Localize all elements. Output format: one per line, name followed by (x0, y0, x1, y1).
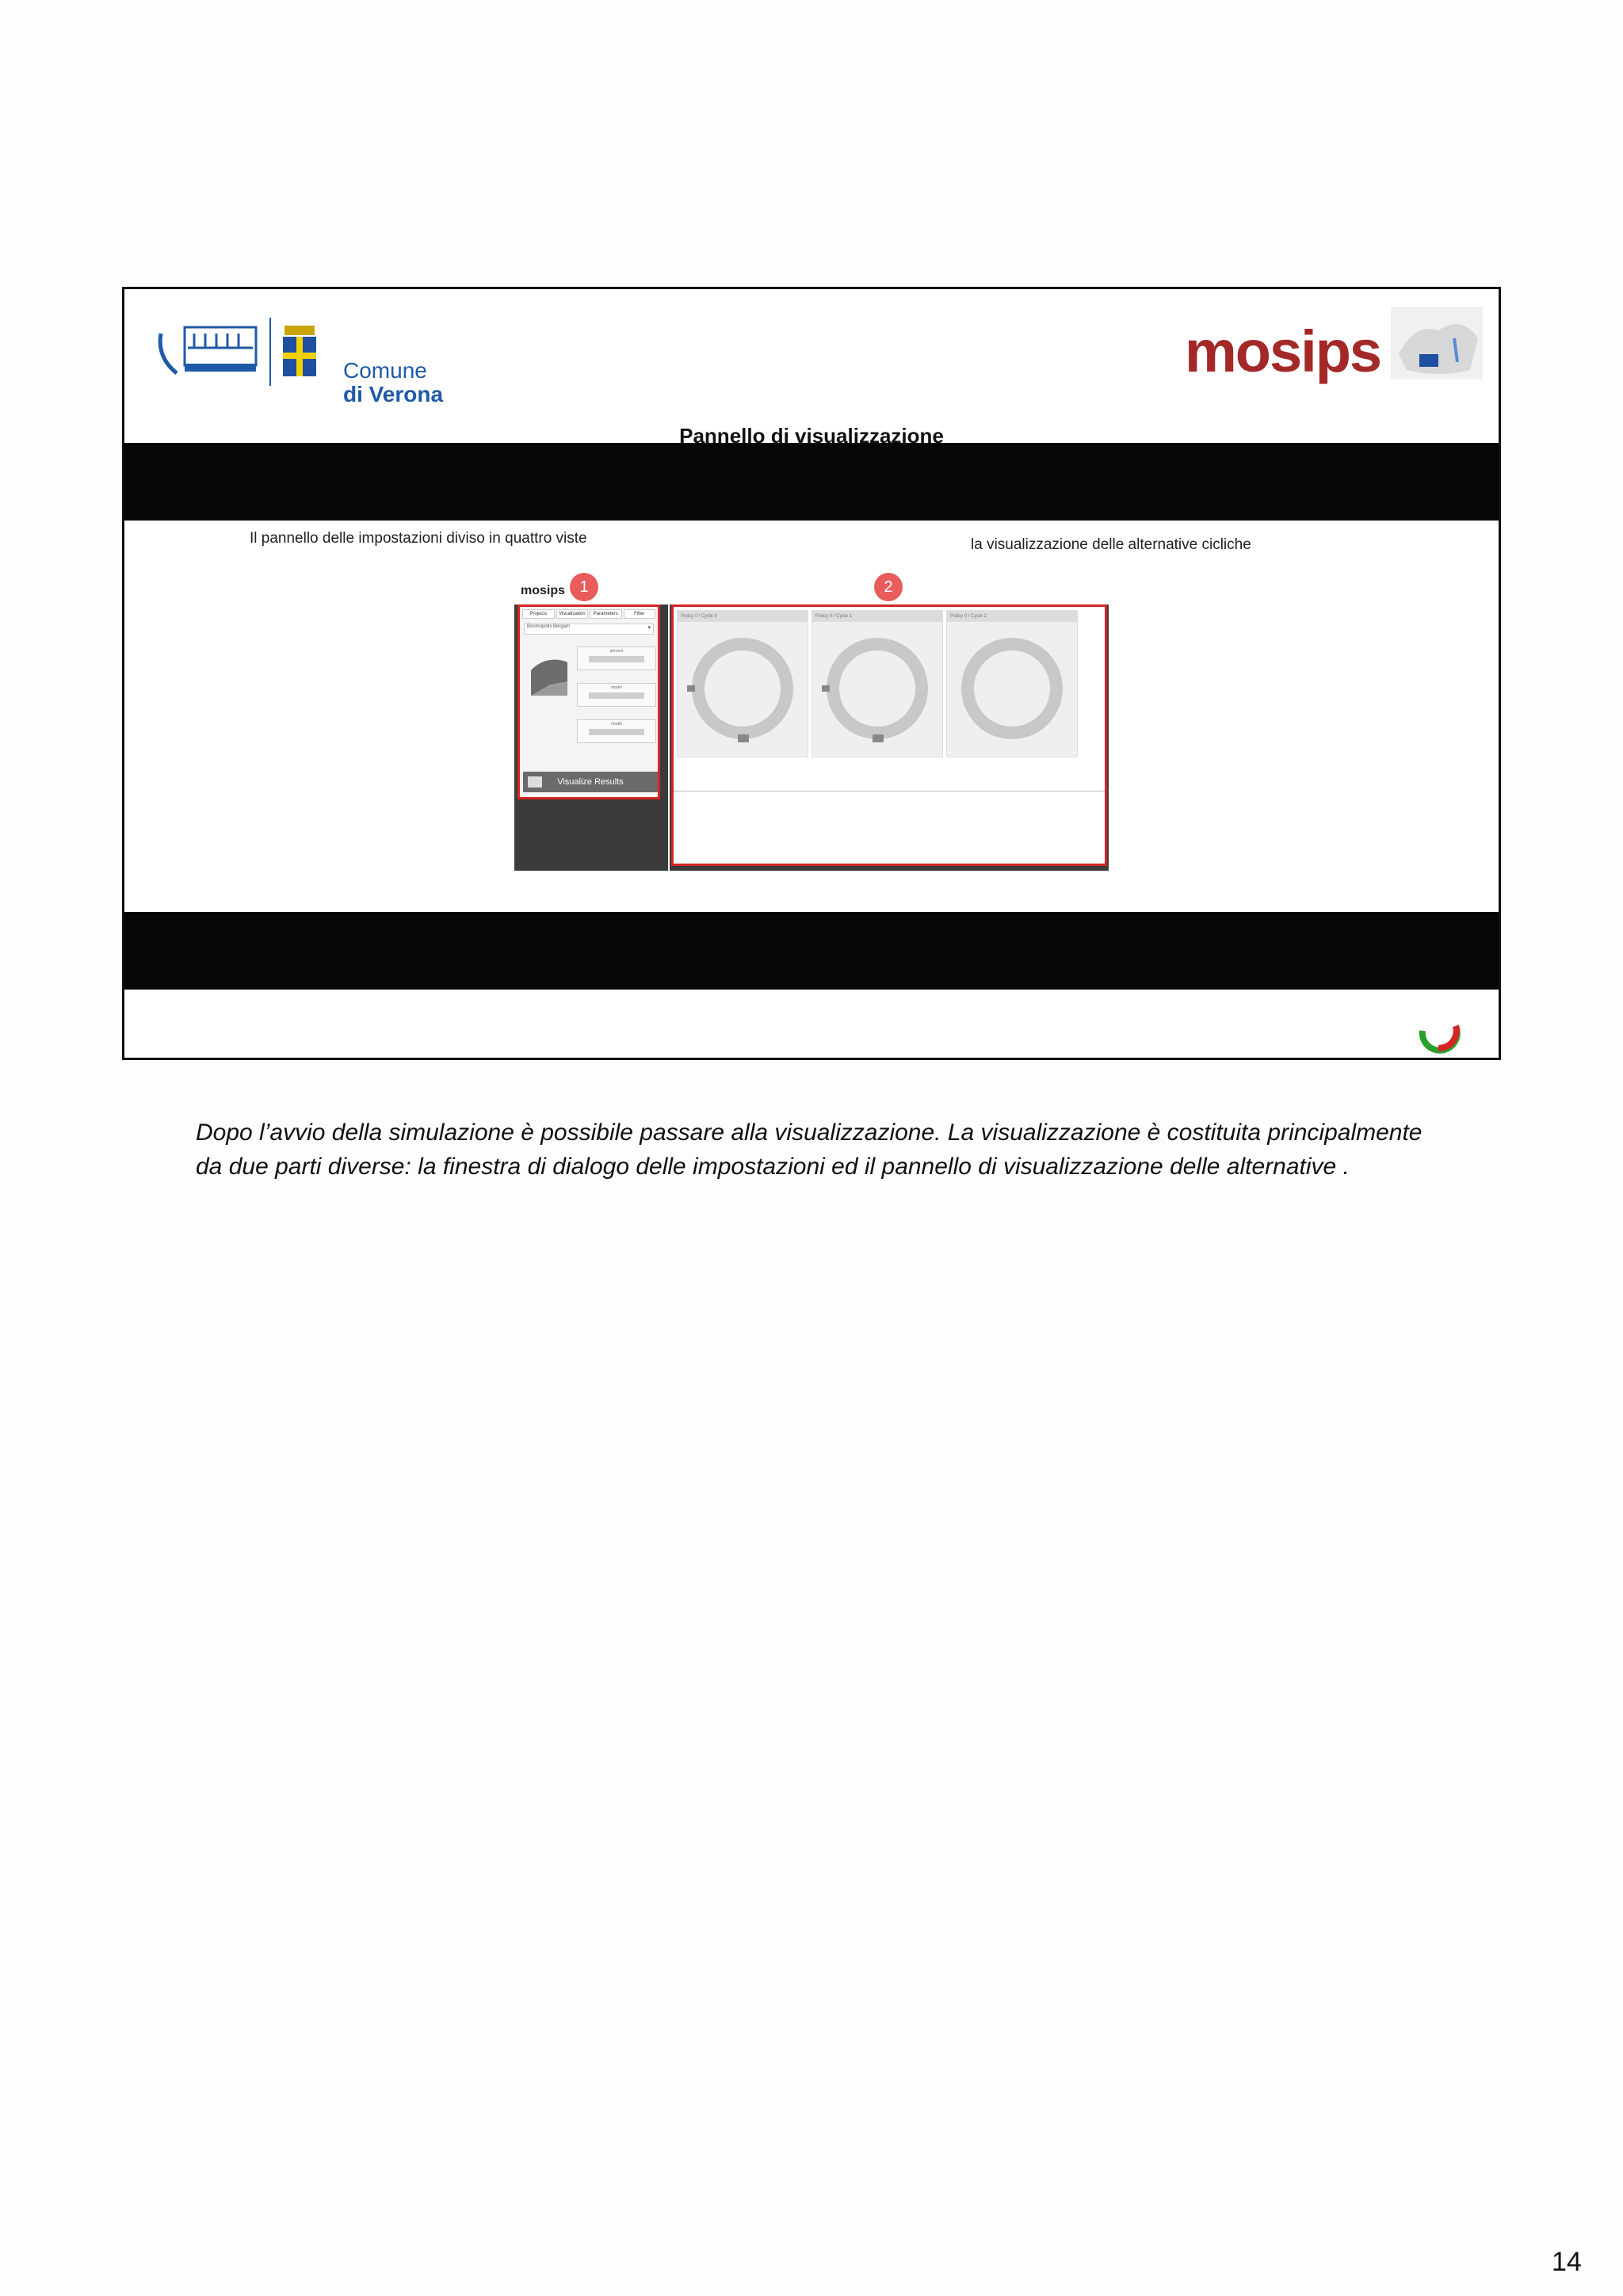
marker-1: 1 (570, 573, 598, 601)
tab-projects[interactable]: Projects (522, 609, 555, 619)
param-button-1[interactable] (589, 656, 644, 662)
monitor-icon (528, 776, 542, 788)
param-box-1: percent (577, 646, 656, 670)
caption-right: la visualizzazione delle alternative cicliche (971, 536, 1251, 553)
verona-logo (153, 310, 446, 406)
settings-panel-highlight (517, 605, 660, 799)
arena-logo-icon (153, 310, 280, 389)
verona-logo-text: Comune di Verona (343, 358, 444, 406)
caption-left: Il pannello delle impostazioni diviso in quattro viste (250, 530, 587, 547)
tab-filter[interactable]: Filter (624, 609, 656, 619)
visualize-results-button[interactable]: Visualize Results (523, 772, 658, 792)
eu-logo (1391, 307, 1483, 379)
verona-crest-icon (280, 324, 319, 387)
mosips-logo: mosips (1185, 318, 1381, 384)
giornata-statistica-logo (1407, 975, 1501, 1055)
settings-panel (514, 605, 668, 871)
body-paragraph: Dopo l’avvio della simulazione è possibile passare alla visualizzazione. La visualizzazione è costituita principalmente da due parti diverse: la finestra di dialogo delle impostazioni ed il pannello di visualizzazione delle alternative . (196, 1119, 1423, 1180)
ring-chart-1 (815, 625, 939, 752)
black-band-top (124, 443, 1499, 521)
screenshot-image (514, 578, 1109, 871)
mini-mosips-logo: mosips (521, 584, 566, 597)
param-button-2[interactable] (589, 692, 644, 699)
project-dropdown[interactable]: Bonmopolis Bergam ▾ (524, 624, 654, 635)
marker-2: 2 (874, 573, 903, 601)
param-box-2: model (577, 683, 656, 707)
ring-chart-0 (681, 625, 804, 752)
black-band-bottom (124, 912, 1499, 990)
cycle-card-1: Policy 0 / Cycle 1 (812, 610, 943, 757)
param-box-3: model (577, 719, 656, 743)
slide-frame (122, 287, 1501, 1060)
page-number: 14 (1552, 2247, 1582, 2277)
cycle-card-2: Policy 0 / Cycle 2 (946, 610, 1078, 757)
europe-map-icon (1391, 307, 1483, 379)
ring-chart-2 (950, 625, 1074, 752)
visualization-panel (670, 605, 1109, 871)
visualization-panel-highlight (671, 605, 1107, 866)
slide-title: Pannello di visualizzazione (679, 424, 944, 448)
settings-tabs (520, 607, 658, 621)
tab-visualization[interactable]: Visualization (556, 609, 589, 619)
tab-parameters[interactable]: Parameters (590, 609, 622, 619)
cycle-card-0: Policy 0 / Cycle 0 (677, 610, 808, 757)
wedge-chart-icon (526, 654, 572, 700)
param-button-3[interactable] (589, 729, 644, 735)
